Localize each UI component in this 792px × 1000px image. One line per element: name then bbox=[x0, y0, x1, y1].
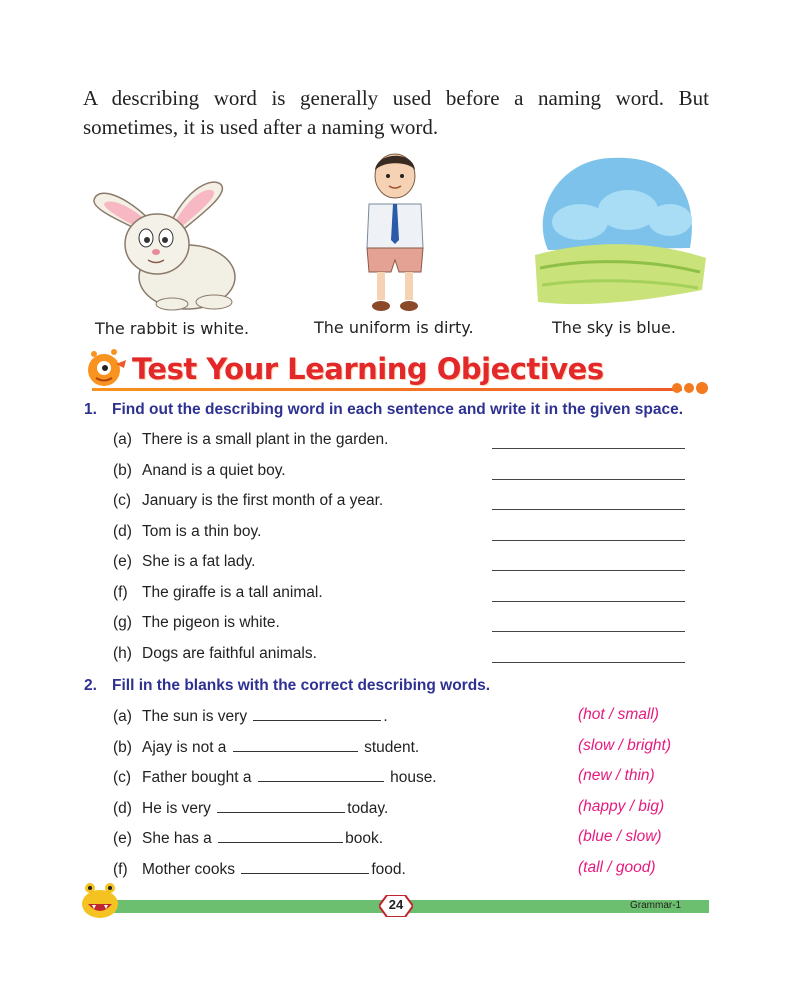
q2-item: (d) He is very today. bbox=[113, 800, 389, 817]
banner-dot bbox=[672, 383, 682, 393]
q1-answer-line[interactable] bbox=[492, 540, 685, 541]
rabbit-caption: The rabbit is white. bbox=[95, 319, 250, 338]
banner-dot bbox=[684, 383, 694, 393]
q1-answer-line[interactable] bbox=[492, 479, 685, 480]
q2-options: (new / thin) bbox=[578, 767, 655, 784]
q2-options: (blue / slow) bbox=[578, 828, 662, 845]
q1-answer-line[interactable] bbox=[492, 662, 685, 663]
q1-item: (a) There is a small plant in the garden. bbox=[113, 431, 389, 448]
intro-paragraph: A describing word is generally used before a naming word. But sometimes, it is used after a naming word. bbox=[83, 86, 709, 139]
q2-options: (tall / good) bbox=[578, 859, 656, 876]
q1-answer-line[interactable] bbox=[492, 448, 685, 449]
q2-item: (b) Ajay is not a student. bbox=[113, 739, 420, 756]
q1-heading bbox=[84, 401, 683, 419]
boy-icon bbox=[355, 148, 435, 316]
sky-icon bbox=[530, 150, 708, 310]
q2-item: (a) The sun is very . bbox=[113, 708, 388, 725]
q1-answer-line[interactable] bbox=[492, 601, 685, 602]
q1-item: (c) January is the first month of a year. bbox=[113, 492, 384, 509]
fill-blank[interactable] bbox=[218, 828, 343, 843]
q2-item: (e) She has a book. bbox=[113, 830, 384, 847]
q1-answer-line[interactable] bbox=[492, 631, 685, 632]
page-number: 24 bbox=[388, 897, 404, 912]
q1-item: (e) She is a fat lady. bbox=[113, 553, 256, 570]
q1-answer-line[interactable] bbox=[492, 509, 685, 510]
q1-number: 1. bbox=[84, 401, 97, 418]
q2-instruction: Fill in the blanks with the correct describing words. bbox=[112, 677, 491, 694]
q1-answer-line[interactable] bbox=[492, 570, 685, 571]
q2-number: 2. bbox=[84, 677, 97, 694]
book-title: Grammar-1 bbox=[630, 900, 682, 911]
q1-item: (b) Anand is a quiet boy. bbox=[113, 462, 286, 479]
q1-item: (g) The pigeon is white. bbox=[113, 614, 280, 631]
q2-options: (slow / bright) bbox=[578, 737, 672, 754]
q1-instruction: Find out the describing word in each sentence and write it in the given space. bbox=[112, 401, 684, 418]
q1-item: (f) The giraffe is a tall animal. bbox=[113, 584, 323, 601]
q2-item: (f) Mother cooks food. bbox=[113, 861, 406, 878]
mascot-icon bbox=[84, 346, 128, 390]
fill-blank[interactable] bbox=[258, 767, 384, 782]
monster-mascot-icon bbox=[78, 880, 122, 920]
banner-title: Test Your Learning Objectives bbox=[132, 352, 604, 386]
fill-blank[interactable] bbox=[241, 859, 369, 874]
fill-blank[interactable] bbox=[233, 737, 358, 752]
fill-blank[interactable] bbox=[253, 706, 381, 721]
q2-options: (happy / big) bbox=[578, 798, 665, 815]
q2-options: (hot / small) bbox=[578, 706, 659, 723]
banner-dot bbox=[696, 382, 708, 394]
q1-item: (h) Dogs are faithful animals. bbox=[113, 645, 317, 662]
q2-heading bbox=[84, 677, 490, 695]
banner-underline bbox=[92, 388, 682, 391]
q1-item: (d) Tom is a thin boy. bbox=[113, 523, 262, 540]
uniform-caption: The uniform is dirty. bbox=[314, 318, 474, 337]
rabbit-icon bbox=[92, 172, 242, 312]
q2-item: (c) Father bought a house. bbox=[113, 769, 437, 786]
sky-caption: The sky is blue. bbox=[552, 318, 676, 337]
fill-blank[interactable] bbox=[217, 798, 345, 813]
